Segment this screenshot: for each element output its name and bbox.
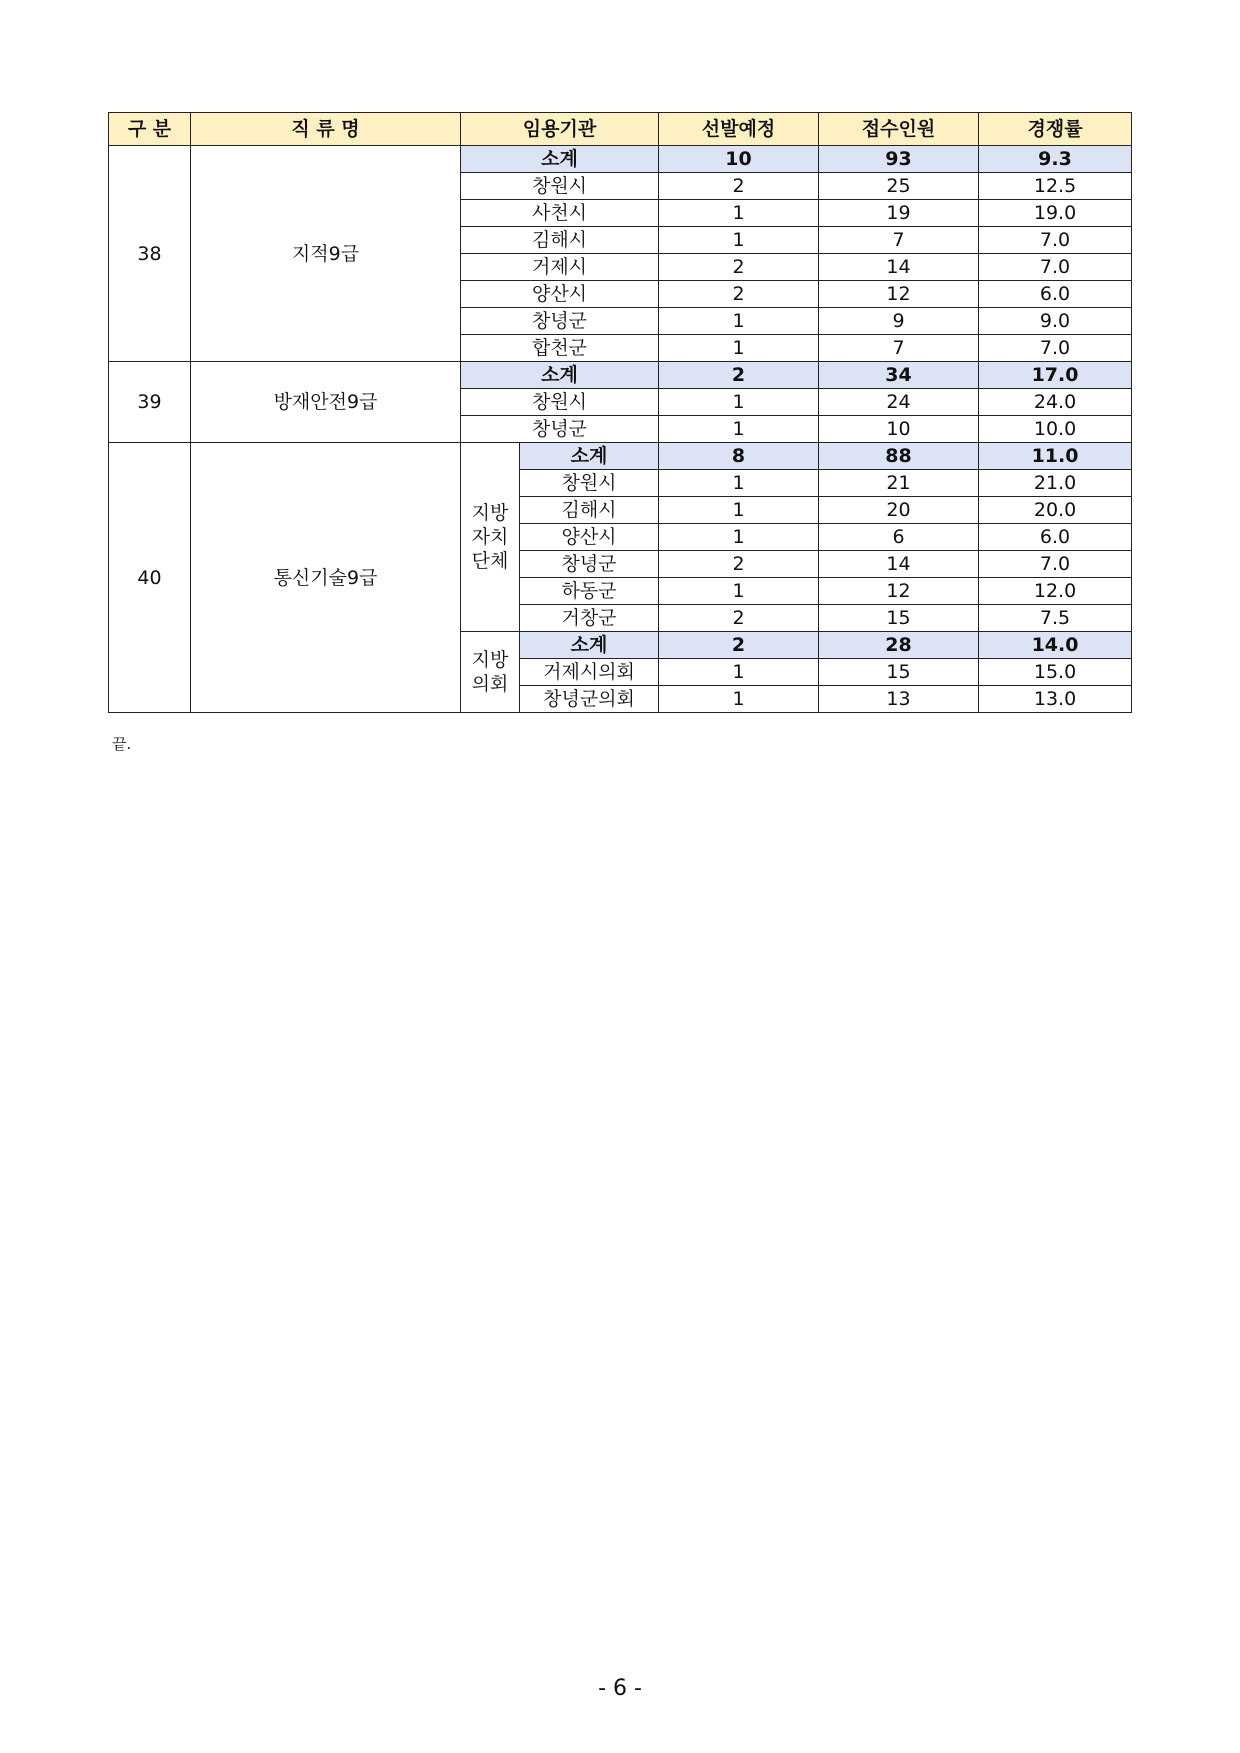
agency-cell: 창녕군 bbox=[461, 308, 659, 335]
rate-cell: 7.0 bbox=[979, 227, 1132, 254]
page-number: - 6 - bbox=[598, 1676, 642, 1701]
section-label-line: 지방 bbox=[471, 649, 509, 671]
planned-cell: 2 bbox=[659, 551, 819, 578]
section-label-line: 단체 bbox=[471, 550, 509, 572]
recruitment-table bbox=[108, 112, 1132, 713]
subtotal-planned: 10 bbox=[659, 146, 819, 173]
header-planned: 선발예정 bbox=[659, 113, 819, 146]
rate-cell: 7.0 bbox=[979, 335, 1132, 362]
rate-cell: 20.0 bbox=[979, 497, 1132, 524]
planned-cell: 1 bbox=[659, 200, 819, 227]
planned-cell: 1 bbox=[659, 470, 819, 497]
applied-cell: 14 bbox=[819, 551, 979, 578]
rate-cell: 21.0 bbox=[979, 470, 1132, 497]
header-row bbox=[109, 113, 1132, 146]
planned-cell: 1 bbox=[659, 227, 819, 254]
rate-cell: 7.0 bbox=[979, 551, 1132, 578]
header-rate: 경쟁률 bbox=[979, 113, 1132, 146]
agency-cell: 양산시 bbox=[461, 281, 659, 308]
rate-cell: 7.0 bbox=[979, 254, 1132, 281]
agency-cell: 창원시 bbox=[461, 173, 659, 200]
applied-cell: 15 bbox=[819, 659, 979, 686]
agency-cell: 합천군 bbox=[461, 335, 659, 362]
job-name: 지적9급 bbox=[191, 146, 461, 362]
planned-cell: 1 bbox=[659, 524, 819, 551]
applied-cell: 15 bbox=[819, 605, 979, 632]
subtotal-row bbox=[109, 146, 1132, 173]
planned-cell: 2 bbox=[659, 605, 819, 632]
job-name: 통신기술9급 bbox=[191, 443, 461, 713]
rate-cell: 6.0 bbox=[979, 281, 1132, 308]
rate-cell: 12.0 bbox=[979, 578, 1132, 605]
applied-cell: 14 bbox=[819, 254, 979, 281]
agency-cell: 양산시 bbox=[520, 524, 659, 551]
section-label-local-government bbox=[461, 443, 520, 632]
rate-cell: 10.0 bbox=[979, 416, 1132, 443]
section-label-local-council bbox=[461, 632, 520, 713]
header-agency: 임용기관 bbox=[461, 113, 659, 146]
agency-cell: 창녕군 bbox=[461, 416, 659, 443]
section-label-line: 지방 bbox=[471, 502, 509, 524]
subtotal-label: 소계 bbox=[461, 146, 659, 173]
applied-cell: 24 bbox=[819, 389, 979, 416]
agency-cell: 김해시 bbox=[520, 497, 659, 524]
planned-cell: 1 bbox=[659, 335, 819, 362]
subtotal-applied: 34 bbox=[819, 362, 979, 389]
applied-cell: 10 bbox=[819, 416, 979, 443]
header-applied: 접수인원 bbox=[819, 113, 979, 146]
planned-cell: 1 bbox=[659, 578, 819, 605]
subtotal-planned: 8 bbox=[659, 443, 819, 470]
subtotal-label: 소계 bbox=[520, 443, 659, 470]
subtotal-rate: 17.0 bbox=[979, 362, 1132, 389]
agency-cell: 거제시의회 bbox=[520, 659, 659, 686]
applied-cell: 12 bbox=[819, 578, 979, 605]
planned-cell: 2 bbox=[659, 281, 819, 308]
subtotal-planned: 2 bbox=[659, 362, 819, 389]
subtotal-applied: 28 bbox=[819, 632, 979, 659]
agency-cell: 거창군 bbox=[520, 605, 659, 632]
subtotal-rate: 9.3 bbox=[979, 146, 1132, 173]
applied-cell: 12 bbox=[819, 281, 979, 308]
agency-cell: 창원시 bbox=[461, 389, 659, 416]
applied-cell: 7 bbox=[819, 227, 979, 254]
planned-cell: 1 bbox=[659, 659, 819, 686]
subtotal-applied: 93 bbox=[819, 146, 979, 173]
subtotal-rate: 14.0 bbox=[979, 632, 1132, 659]
group-number: 40 bbox=[109, 443, 191, 713]
agency-cell: 거제시 bbox=[461, 254, 659, 281]
end-mark: 끝. bbox=[112, 735, 132, 753]
agency-cell: 사천시 bbox=[461, 200, 659, 227]
header-gubun: 구 분 bbox=[109, 113, 191, 146]
subtotal-planned: 2 bbox=[659, 632, 819, 659]
subtotal-row bbox=[109, 362, 1132, 389]
agency-cell: 김해시 bbox=[461, 227, 659, 254]
applied-cell: 20 bbox=[819, 497, 979, 524]
applied-cell: 19 bbox=[819, 200, 979, 227]
rate-cell: 7.5 bbox=[979, 605, 1132, 632]
applied-cell: 25 bbox=[819, 173, 979, 200]
rate-cell: 15.0 bbox=[979, 659, 1132, 686]
planned-cell: 1 bbox=[659, 416, 819, 443]
planned-cell: 1 bbox=[659, 389, 819, 416]
planned-cell: 1 bbox=[659, 686, 819, 713]
applied-cell: 13 bbox=[819, 686, 979, 713]
applied-cell: 6 bbox=[819, 524, 979, 551]
header-job: 직 류 명 bbox=[191, 113, 461, 146]
rate-cell: 9.0 bbox=[979, 308, 1132, 335]
planned-cell: 2 bbox=[659, 173, 819, 200]
rate-cell: 12.5 bbox=[979, 173, 1132, 200]
subtotal-rate: 11.0 bbox=[979, 443, 1132, 470]
applied-cell: 21 bbox=[819, 470, 979, 497]
applied-cell: 9 bbox=[819, 308, 979, 335]
planned-cell: 2 bbox=[659, 254, 819, 281]
rate-cell: 24.0 bbox=[979, 389, 1132, 416]
group-number: 38 bbox=[109, 146, 191, 362]
agency-cell: 하동군 bbox=[520, 578, 659, 605]
subtotal-label: 소계 bbox=[461, 362, 659, 389]
subtotal-applied: 88 bbox=[819, 443, 979, 470]
subtotal-row bbox=[109, 443, 1132, 470]
agency-cell: 창원시 bbox=[520, 470, 659, 497]
planned-cell: 1 bbox=[659, 497, 819, 524]
rate-cell: 19.0 bbox=[979, 200, 1132, 227]
section-label-line: 의회 bbox=[471, 673, 509, 695]
applied-cell: 7 bbox=[819, 335, 979, 362]
subtotal-label: 소계 bbox=[520, 632, 659, 659]
rate-cell: 13.0 bbox=[979, 686, 1132, 713]
rate-cell: 6.0 bbox=[979, 524, 1132, 551]
group-number: 39 bbox=[109, 362, 191, 443]
planned-cell: 1 bbox=[659, 308, 819, 335]
job-name: 방재안전9급 bbox=[191, 362, 461, 443]
agency-cell: 창녕군의회 bbox=[520, 686, 659, 713]
agency-cell: 창녕군 bbox=[520, 551, 659, 578]
section-label-line: 자치 bbox=[471, 526, 509, 548]
